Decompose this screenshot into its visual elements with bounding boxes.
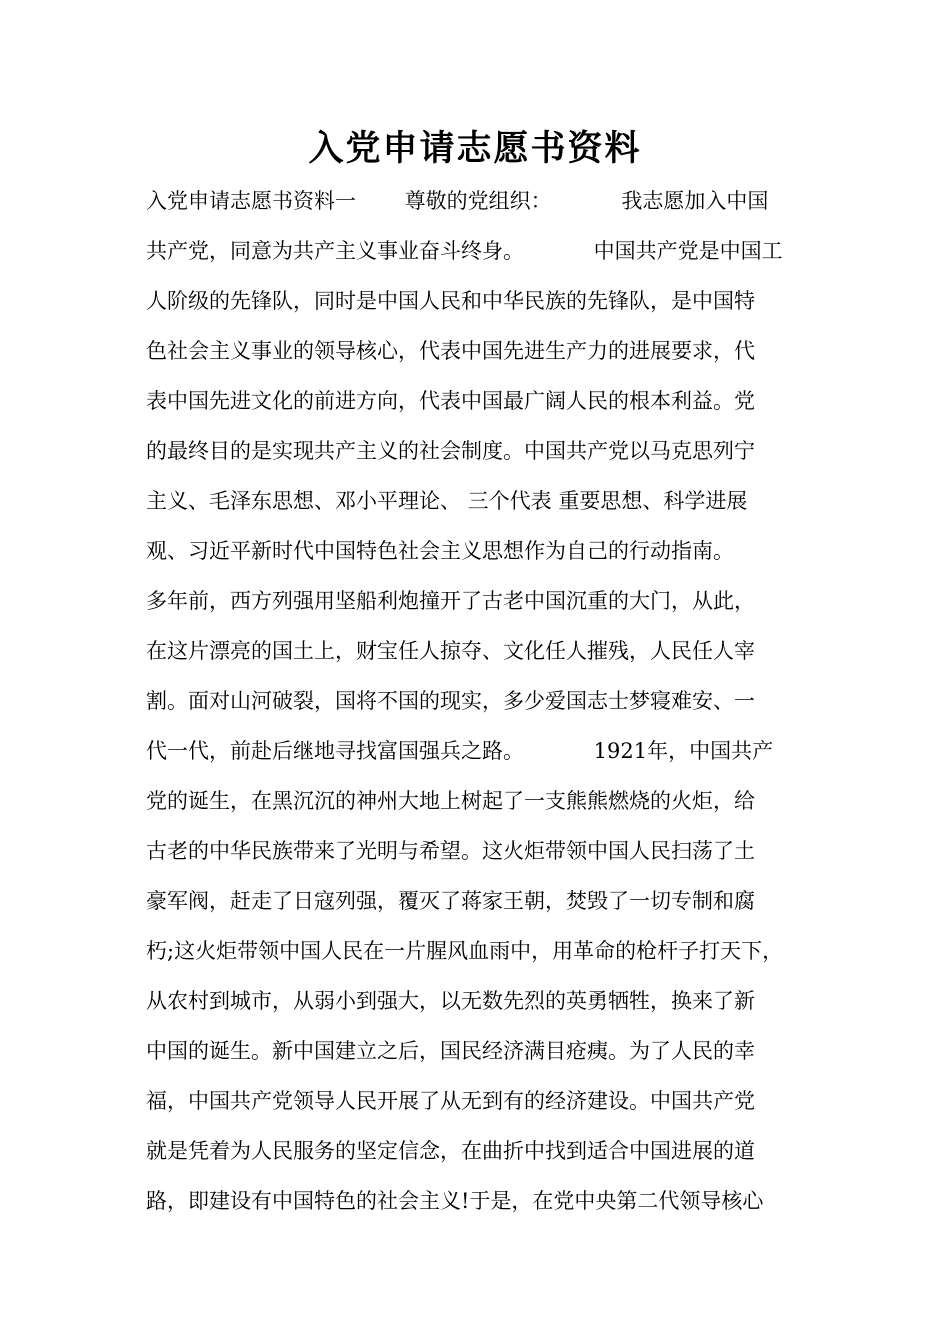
body-line: 割。面对山河破裂，国将不国的现实，多少爱国志士梦寝难安、一	[146, 689, 755, 713]
body-line: 朽;这火炬带领中国人民在一片腥风血雨中，用革命的枪杆子打天下，	[146, 939, 784, 963]
body-line: 福，中国共产党领导人民开展了从无到有的经济建设。中国共产党	[146, 1089, 755, 1113]
body-line: 中国的诞生。新中国建立之后，国民经济满目疮痍。为了人民的幸	[146, 1039, 755, 1063]
body-line: 豪军阀，赶走了日寇列强，覆灭了蒋家王朝，焚毁了一切专制和腐	[146, 889, 755, 913]
body-line: 就是凭着为人民服务的坚定信念，在曲折中找到适合中国进展的道	[146, 1139, 755, 1163]
body-line: 观、习近平新时代中国特色社会主义思想作为自己的行动指南。	[146, 539, 734, 563]
document-body	[146, 176, 826, 1226]
body-line: 党的诞生，在黑沉沉的神州大地上树起了一支熊熊燃烧的火炬，给	[146, 789, 755, 813]
body-line: 色社会主义事业的领导核心，代表中国先进生产力的进展要求，代	[146, 339, 755, 363]
body-line: 的最终目的是实现共产主义的社会制度。中国共产党以马克思列宁	[146, 439, 755, 463]
body-line: 多年前，西方列强用坚船利炮撞开了古老中国沉重的大门，从此，	[146, 589, 755, 613]
document-title: 入党申请志愿书资料	[308, 129, 642, 169]
body-line: 人阶级的先锋队，同时是中国人民和中华民族的先锋队，是中国特	[146, 289, 755, 313]
body-line: 共产党，同意为共产主义事业奋斗终身。 中国共产党是中国工	[146, 239, 783, 263]
body-line: 入党申请志愿书资料一 尊敬的党组织： 我志愿加入中国	[146, 189, 769, 213]
body-line: 古老的中华民族带来了光明与希望。这火炬带领中国人民扫荡了土	[146, 839, 755, 863]
body-line: 表中国先进文化的前进方向，代表中国最广阔人民的根本利益。党	[146, 389, 755, 413]
body-line: 代一代，前赴后继地寻找富国强兵之路。 1921年，中国共产	[146, 739, 774, 763]
body-line: 从农村到城市，从弱小到强大，以无数先烈的英勇牺牲，换来了新	[146, 989, 755, 1013]
body-line: 在这片漂亮的国土上，财宝任人掠夺、文化任人摧残，人民任人宰	[146, 639, 755, 663]
body-line: 路，即建设有中国特色的社会主义!于是，在党中央第二代领导核心	[146, 1189, 764, 1213]
body-line: 主义、毛泽东思想、邓小平理论、 三个代表 重要思想、科学进展	[146, 489, 748, 513]
